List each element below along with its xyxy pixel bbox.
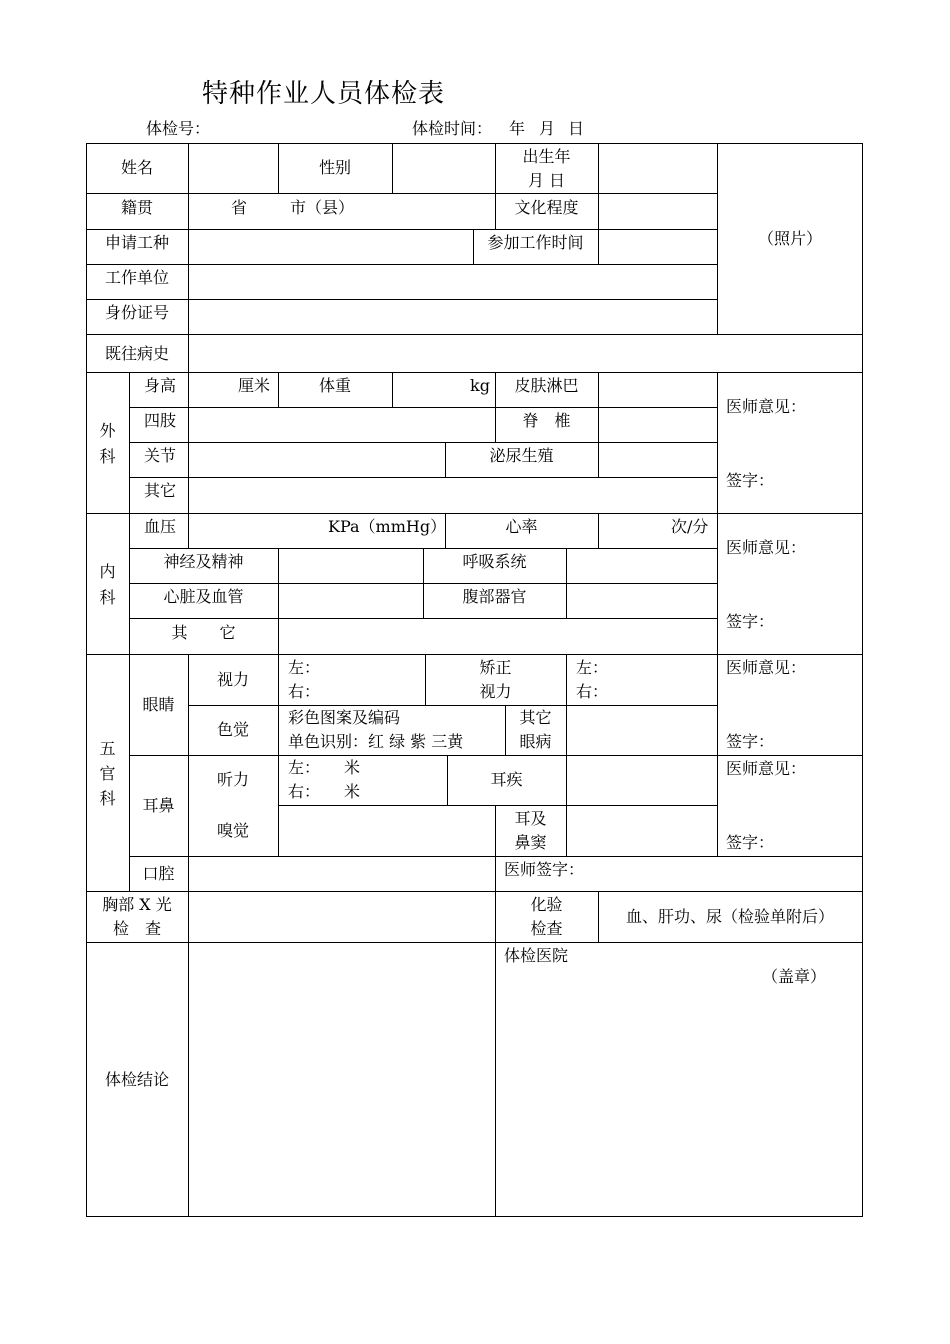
hearing-right: 右： 米 (288, 782, 361, 801)
limbs-label: 四肢 (144, 411, 177, 430)
blood-pressure-label: 血压 (144, 517, 177, 536)
abdomen-label: 腹部器官 (462, 587, 527, 606)
ent-dept-char3: 科 (99, 789, 116, 808)
city-label: 市（县） (290, 198, 355, 217)
spine-label: 脊 椎 (522, 411, 571, 430)
id-number-label: 身份证号 (104, 303, 169, 322)
seal-label: （盖章） (762, 967, 827, 986)
neuro-label: 神经及精神 (163, 552, 244, 571)
internal-other-label: 其 它 (171, 623, 236, 642)
heart-rate-label: 心率 (505, 517, 538, 536)
surgery-sign-label: 签字： (726, 471, 775, 490)
surgery-opinion-label: 医师意见： (726, 397, 807, 416)
other-eye-line1: 其它 (519, 708, 552, 727)
color-vision-line1: 彩色图案及编码 (288, 708, 401, 727)
work-start-label: 参加工作时间 (487, 233, 584, 252)
lab-test-value: 血、肝功、尿（检验单附后） (625, 907, 834, 926)
doctor-sign-label: 医师签字： (504, 860, 585, 879)
eyes-label: 眼睛 (142, 695, 175, 714)
corrected-vision-line1: 矫正 (479, 658, 512, 677)
province-label: 省 (231, 198, 248, 217)
ear-disease-label: 耳疾 (490, 770, 523, 789)
vision-left-label: 左： (288, 658, 321, 677)
ear-sign-label: 签字： (726, 833, 775, 852)
vision-right-label: 右： (288, 682, 321, 701)
native-place-label: 籍贯 (120, 198, 153, 217)
joints-label: 关节 (144, 446, 177, 465)
exam-month-label: 月 (539, 119, 556, 138)
cardiovascular-label: 心脏及血管 (163, 587, 244, 606)
ear-opinion-label: 医师意见： (726, 759, 807, 778)
photo-placeholder: （照片） (757, 229, 822, 248)
internal-dept-char2: 科 (99, 588, 116, 607)
respiratory-label: 呼吸系统 (462, 552, 527, 571)
ear-sinus-line2: 鼻窦 (514, 833, 547, 852)
birth-label-line1: 出生年 (522, 147, 571, 166)
exam-number-label: 体检号： (146, 119, 211, 138)
conclusion-label: 体检结论 (104, 1070, 169, 1089)
form-title: 特种作业人员体检表 (202, 79, 446, 109)
other-eye-line2: 眼病 (519, 732, 552, 751)
name-label: 姓名 (120, 158, 153, 177)
mouth-label: 口腔 (142, 864, 175, 883)
birth-label-line2: 月 日 (527, 171, 566, 190)
hearing-left: 左： 米 (288, 758, 361, 777)
ear-sinus-line1: 耳及 (514, 809, 547, 828)
height-label: 身高 (144, 376, 177, 395)
lab-test-line2: 检查 (530, 919, 563, 938)
surgery-dept-char1: 外 (99, 421, 116, 440)
job-type-label: 申请工种 (104, 233, 169, 252)
ear-nose-label: 耳鼻 (142, 796, 175, 815)
skin-lymph-label: 皮肤淋巴 (514, 376, 579, 395)
heart-rate-unit: 次/分 (671, 517, 709, 536)
corrected-left-label: 左： (576, 658, 609, 677)
height-unit: 厘米 (238, 376, 271, 395)
lab-test-line1: 化验 (530, 895, 563, 914)
exam-time-label: 体检时间： (412, 119, 493, 138)
education-label: 文化程度 (514, 198, 579, 217)
internal-opinion-label: 医师意见： (726, 538, 807, 557)
eye-sign-label: 签字： (726, 732, 775, 751)
color-vision-line2: 单色识别：红 绿 紫 三黄 (288, 732, 464, 751)
ent-dept-char2: 官 (99, 764, 116, 783)
ent-dept-char1: 五 (99, 739, 116, 758)
urogenital-label: 泌尿生殖 (489, 446, 554, 465)
internal-dept-char1: 内 (99, 562, 116, 581)
weight-label: 体重 (318, 376, 351, 395)
gender-label: 性别 (318, 158, 351, 177)
exam-day-label: 日 (568, 119, 585, 138)
smell-label: 嗅觉 (216, 821, 249, 840)
exam-year-label: 年 (509, 119, 526, 138)
hospital-label: 体检医院 (504, 946, 569, 965)
vision-label: 视力 (216, 670, 249, 689)
medical-history-label: 既往病史 (104, 344, 169, 363)
hearing-label: 听力 (216, 770, 249, 789)
blood-pressure-unit: KPa（mmHg） (328, 517, 447, 536)
corrected-right-label: 右： (576, 682, 609, 701)
xray-label-line2: 检 查 (112, 919, 161, 938)
corrected-vision-line2: 视力 (479, 682, 512, 701)
internal-sign-label: 签字： (726, 612, 775, 631)
employer-label: 工作单位 (104, 268, 169, 287)
surgery-other-label: 其它 (144, 481, 177, 500)
surgery-dept-char2: 科 (99, 447, 116, 466)
color-vision-label: 色觉 (216, 720, 249, 739)
eye-opinion-label: 医师意见： (726, 658, 807, 677)
xray-label-line1: 胸部 X 光 (102, 895, 172, 914)
weight-unit: kg (470, 376, 490, 395)
